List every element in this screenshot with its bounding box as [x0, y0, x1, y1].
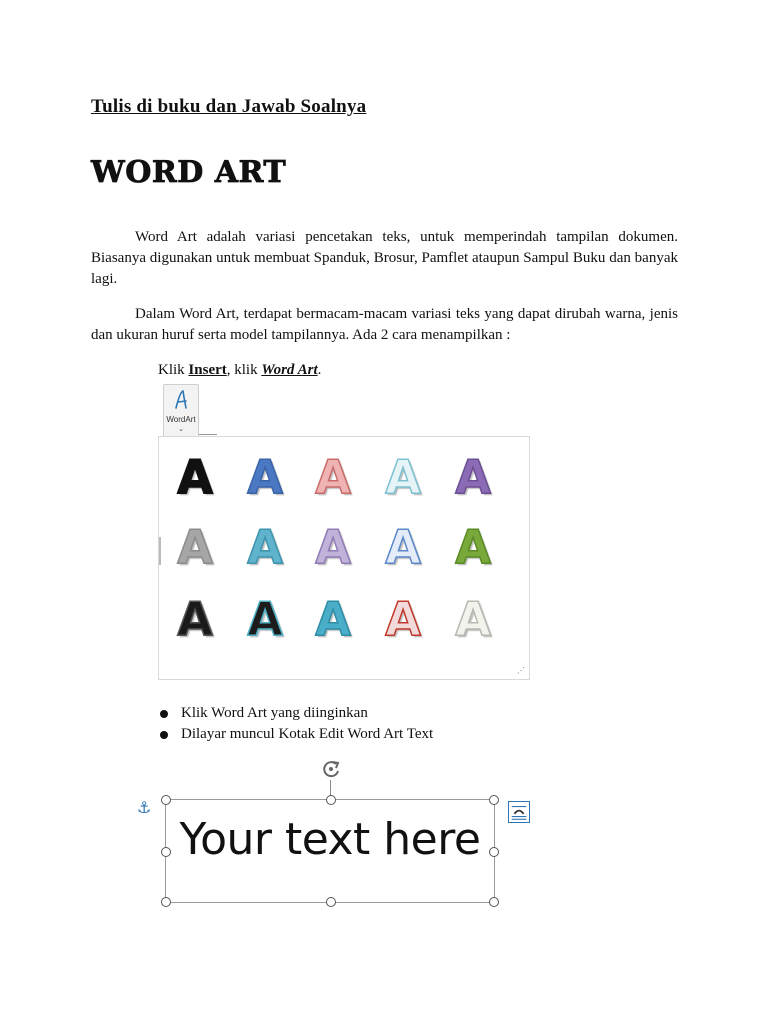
- wordart-style-light-blue-outline[interactable]: A: [385, 450, 421, 504]
- bullet-icon: [160, 710, 168, 718]
- bullet-text: Klik Word Art yang diinginkan: [181, 705, 368, 721]
- paragraph-2: Dalam Word Art, terdapat bermacam-macam variasi teks yang dapat dirubah warna, jenis dan ukuran huruf serta model tampilannya. Ada 2 cara menampilkan :: [91, 306, 678, 343]
- wordart-style-purple-fill[interactable]: A: [455, 450, 491, 504]
- resize-handle-right[interactable]: [489, 847, 499, 857]
- anchor-icon: ⚓: [137, 798, 152, 817]
- page-title: WORD ART: [91, 155, 287, 190]
- step-prefix: Klik: [158, 362, 189, 378]
- wordart-label: Word Art: [261, 362, 318, 378]
- wordart-style-teal-bevel[interactable]: A: [315, 592, 351, 646]
- wordart-style-blue-outline[interactable]: A: [385, 520, 421, 574]
- chevron-down-icon: ⌄: [178, 426, 184, 433]
- rotate-handle-icon[interactable]: [320, 758, 342, 780]
- wordart-button-label: WordArt: [166, 415, 196, 424]
- wordart-style-gray-fill[interactable]: A: [177, 520, 213, 574]
- resize-handle-top[interactable]: [326, 795, 336, 805]
- wordart-style-black-shadow[interactable]: A: [177, 450, 213, 504]
- wordart-style-black-bevel[interactable]: A: [177, 592, 213, 646]
- paragraph-1: Word Art adalah variasi pencetakan teks, untuk memperindah tampilan dokumen. Biasanya digunakan untuk membuat Spanduk, Brosur, Pamflet ataupun Sampul Buku dan banyak lagi.: [91, 229, 678, 287]
- bullet-text: Dilayar muncul Kotak Edit Word Art Text: [181, 726, 434, 742]
- bullet-list: [160, 705, 433, 747]
- wordart-text[interactable]: Your text here: [179, 814, 481, 865]
- wordart-ribbon-button[interactable]: [163, 384, 199, 440]
- step-suffix: .: [317, 362, 322, 378]
- wordart-style-blue-fill[interactable]: A: [247, 450, 283, 504]
- wordart-style-pink-outline[interactable]: A: [315, 450, 351, 504]
- wordart-gallery: [158, 436, 530, 680]
- wordart-style-black-teal[interactable]: A: [247, 592, 283, 646]
- bullet-icon: [160, 731, 168, 739]
- ribbon-divider: [199, 434, 217, 435]
- list-item: [160, 705, 433, 726]
- wordart-style-white-bevel[interactable]: A: [455, 592, 491, 646]
- wordart-style-lavender-fill[interactable]: A: [315, 520, 351, 574]
- resize-grip-icon[interactable]: ⋰: [517, 666, 525, 675]
- resize-handle-left[interactable]: [161, 847, 171, 857]
- resize-handle-bottom-right[interactable]: [489, 897, 499, 907]
- list-item: [160, 726, 433, 747]
- step-middle: , klik: [226, 362, 262, 378]
- wordart-style-red-outline[interactable]: A: [385, 592, 421, 646]
- resize-handle-bottom-left[interactable]: [161, 897, 171, 907]
- wordart-style-green-fill[interactable]: A: [455, 520, 491, 574]
- wordart-text-box[interactable]: [165, 799, 495, 903]
- resize-handle-bottom[interactable]: [326, 897, 336, 907]
- wordart-icon: [172, 388, 192, 412]
- wordart-style-teal-reflection[interactable]: A: [247, 520, 283, 574]
- gallery-edge-marker: [159, 537, 161, 565]
- resize-handle-top-left[interactable]: [161, 795, 171, 805]
- insert-label: Insert: [188, 362, 227, 378]
- page-heading: Tulis di buku dan Jawab Soalnya: [91, 96, 367, 117]
- layout-options-icon[interactable]: [508, 801, 530, 823]
- resize-handle-top-right[interactable]: [489, 795, 499, 805]
- step-instruction: [158, 362, 321, 379]
